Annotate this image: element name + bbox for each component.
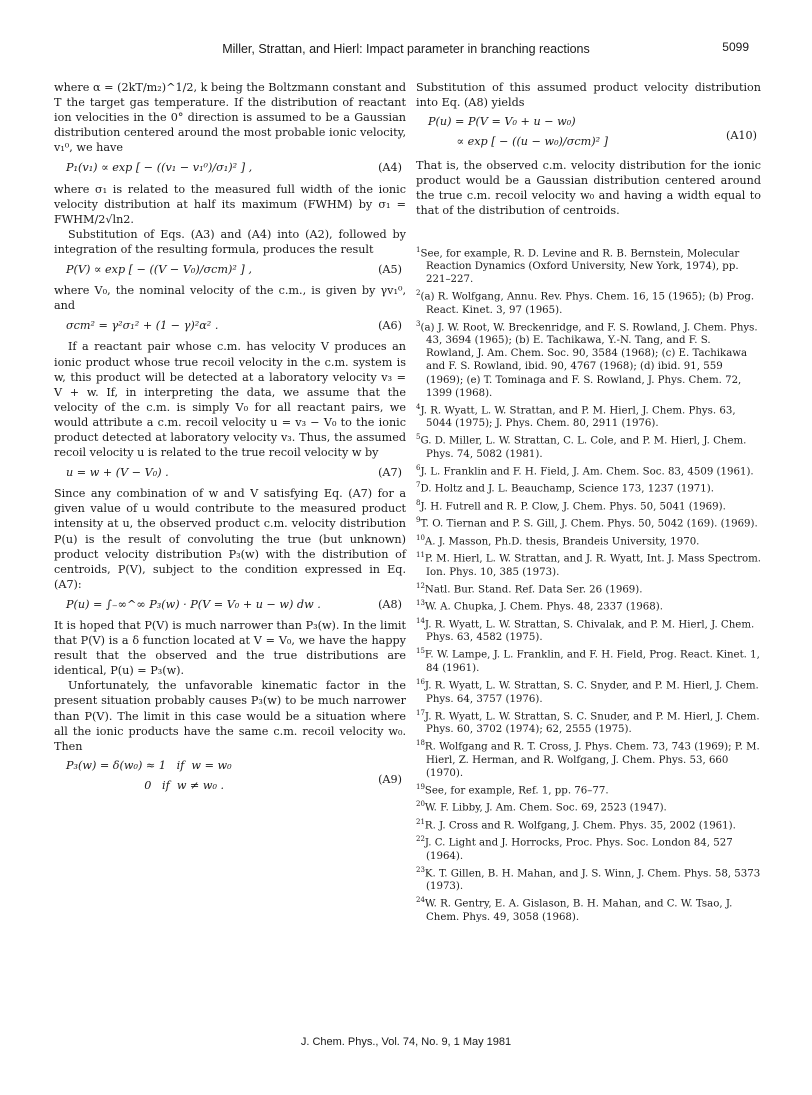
reference-text: R. Wolfgang and R. T. Cross, J. Phys. Chem. 73, 743 (1969); P. M. Hierl, Z. Herman, and R. Wolfgang, J. Chem. Phys. 53, 660 (1970). <box>424 741 760 779</box>
paragraph: where V₀, the nominal velocity of the c.m., is given by γv₁⁰, and <box>54 284 406 313</box>
references-list <box>416 244 761 925</box>
reference-item <box>416 781 761 797</box>
journal-footer: J. Chem. Phys., Vol. 74, No. 9, 1 May 1981 <box>300 1036 512 1048</box>
paragraph: where σ₁ is related to the measured full width of the ionic velocity distribution at half its maximum (FWHM) by σ₁ = FWHM/2√ln2. <box>54 182 406 226</box>
reference-item <box>416 401 761 431</box>
equation-body: σcm² = γ²σ₁² + (1 − γ)²α² . <box>66 319 219 333</box>
reference-number: 3 <box>416 319 421 328</box>
equation <box>54 597 406 612</box>
page-number: 5099 <box>722 40 749 54</box>
reference-number: 6 <box>416 463 421 472</box>
reference-number: 19 <box>416 782 425 791</box>
reference-item <box>416 497 761 513</box>
reference-item <box>416 318 761 400</box>
paragraph: Substitution of Eqs. (A3) and (A4) into (A2), followed by integration of the resulting formula, produces the result <box>54 227 406 256</box>
reference-text: See, for example, R. D. Levine and R. B. Bernstein, Molecular Reaction Dynamics (Oxford University, New York, 1974), pp. 221–227. <box>420 247 740 286</box>
equation-line: ∝ exp [ − ((u − w₀)/σcm)² ] <box>428 135 608 149</box>
reference-text: See, for example, Ref. 1, pp. 76–77. <box>424 785 609 797</box>
equation-number: (A4) <box>378 161 402 175</box>
header-title: Miller, Strattan, and Hierl: Impact parameter in branching reactions <box>222 42 590 56</box>
left-column <box>54 80 406 802</box>
right-column <box>416 80 761 925</box>
reference-number: 7 <box>416 481 421 490</box>
equation-line: P₃(w) = δ(w₀) ≈ 1 if w = w₀ <box>66 758 232 772</box>
reference-item <box>416 514 761 530</box>
reference-text: J. L. Franklin and F. H. Field, J. Am. Chem. Soc. 83, 4509 (1961). <box>420 466 754 478</box>
paragraph: where α = (2kT/m₂)^1/2, k being the Boltzmann constant and T the target gas temperature. If the distribution of reactant ion velocities in the 0° direction is assumed to be a Gaussian distribution centered around the most probable ionic velocity, v₁⁰, we have <box>54 81 406 155</box>
reference-item <box>416 549 761 579</box>
reference-item <box>416 287 761 317</box>
reference-number: 2 <box>416 289 421 298</box>
reference-text: G. D. Miller, L. W. Strattan, C. L. Cole, and P. M. Hierl, J. Chem. Phys. 74, 5082 (1981). <box>420 435 747 460</box>
reference-text: Natl. Bur. Stand. Ref. Data Ser. 26 (1969). <box>424 584 643 596</box>
equation <box>416 114 761 154</box>
equation-number: (A5) <box>378 263 402 277</box>
reference-text: J. R. Wyatt, L. W. Strattan, S. C. Snyder, and P. M. Hierl, J. Chem. Phys. 64, 3757 (1976). <box>424 680 759 705</box>
reference-item <box>416 431 761 461</box>
reference-number: 18 <box>416 739 425 748</box>
equation-number: (A10) <box>725 129 757 143</box>
reference-text: J. R. Wyatt, L. W. Strattan, S. C. Snuder, and P. M. Hierl, J. Chem. Phys. 60, 3702 (1974); 62, 2555 (1975). <box>424 711 760 736</box>
reference-item <box>416 707 761 737</box>
reference-number: 12 <box>416 581 425 590</box>
reference-number: 4 <box>416 402 421 411</box>
reference-number: 20 <box>416 800 425 809</box>
reference-text: P. M. Hierl, L. W. Strattan, and J. R. Wyatt, Int. J. Mass Spectrom. Ion. Phys. 10, 385 (1973). <box>424 553 761 578</box>
reference-text: J. R. Wyatt, L. W. Strattan, and P. M. Hierl, J. Chem. Phys. 63, 5044 (1975); J. Phys. Chem. 80, 2911 (1976). <box>420 405 736 430</box>
reference-number: 1 <box>416 245 421 254</box>
reference-number: 8 <box>416 498 421 507</box>
reference-item <box>416 645 761 675</box>
paragraph: Substitution of this assumed product velocity distribution into Eq. (A8) yields <box>416 81 761 110</box>
reference-item <box>416 479 761 495</box>
reference-number: 9 <box>416 516 421 525</box>
equation <box>54 160 406 175</box>
reference-item <box>416 615 761 645</box>
reference-item <box>416 597 761 613</box>
reference-item <box>416 798 761 814</box>
equation-body: P(V) ∝ exp [ − ((V − V₀)/σcm)² ] , <box>66 263 252 277</box>
reference-number: 21 <box>416 817 425 826</box>
equation-number: (A6) <box>378 319 402 333</box>
equation-number: (A9) <box>378 772 402 786</box>
running-header <box>0 40 812 60</box>
reference-item <box>416 580 761 596</box>
equation <box>54 465 406 480</box>
paragraph: Unfortunately, the unfavorable kinematic factor in the present situation probably causes P₃(w) to be much narrower than P(V). The limit in this case would be a situation where all the ionic products have the same c.m. recoil velocity w₀. Then <box>54 679 406 753</box>
reference-number: 23 <box>416 865 425 874</box>
equation-body: P(u) = ∫₋∞^∞ P₃(w) · P(V = V₀ + u − w) dw . <box>66 597 321 611</box>
reference-item <box>416 864 761 894</box>
reference-item <box>416 737 761 780</box>
reference-number: 22 <box>416 835 425 844</box>
reference-item <box>416 532 761 548</box>
paragraph: That is, the observed c.m. velocity distribution for the ionic product would be a Gaussian distribution centered around the true c.m. recoil velocity w₀ and having a width equal to that of the distribution of centroids. <box>416 159 761 218</box>
reference-text: D. Holtz and J. L. Beauchamp, Science 173, 1237 (1971). <box>420 483 714 495</box>
equation-line: P(u) = P(V = V₀ + u − w₀) <box>428 115 576 129</box>
reference-item <box>416 244 761 287</box>
reference-number: 13 <box>416 599 425 608</box>
reference-item <box>416 676 761 706</box>
reference-text: A. J. Masson, Ph.D. thesis, Brandeis University, 1970. <box>424 536 700 548</box>
reference-number: 14 <box>416 616 425 625</box>
equation-body: u = w + (V − V₀) . <box>66 466 169 480</box>
reference-number: 17 <box>416 708 425 717</box>
reference-number: 24 <box>416 896 425 905</box>
equation <box>54 318 406 333</box>
reference-item <box>416 816 761 832</box>
paragraph: It is hoped that P(V) is much narrower than P₃(w). In the limit that P(V) is a δ function located at V = V₀, we have the happy result that the observed and the true distributions are identical, P(u) = P₃(w). <box>54 619 406 678</box>
reference-text: K. T. Gillen, B. H. Mahan, and J. S. Winn, J. Chem. Phys. 58, 5373 (1973). <box>424 868 761 893</box>
reference-text: R. J. Cross and R. Wolfgang, J. Chem. Phys. 35, 2002 (1961). <box>424 820 736 832</box>
reference-text: (a) J. W. Root, W. Breckenridge, and F. S. Rowland, J. Chem. Phys. 43, 3694 (1965); (b) E. Tachikawa, Y.-N. Tang, and F. S. Rowland, J. Am. Chem. Soc. 90, 3584 (1968); (c) E. Tachikawa and F. S. Rowland, ibid. 90, 4767 (1968); (d) ibid. 91, 559 (1969); (e) T. Tominaga and F. S. Rowland, J. Phys. Chem. 72, 1399 (1968). <box>420 322 758 399</box>
paragraph: Since any combination of w and V satisfying Eq. (A7) for a given value of u would contribute to the measured product intensity at u, the observed product c.m. velocity distribution P(u) is the result of convoluting the true (but unknown) product velocity distribution P₃(w) with the distribution of centroids, P(V), subject to the condition expressed in Eq. (A7): <box>54 487 406 591</box>
reference-item <box>416 833 761 863</box>
equation <box>54 758 406 798</box>
equation-body: P₁(v₁) ∝ exp [ − ((v₁ − v₁⁰)/σ₁)² ] , <box>66 161 253 175</box>
equation-number: (A7) <box>378 466 402 480</box>
reference-text: J. R. Wyatt, L. W. Strattan, S. Chivalak, and P. M. Hierl, J. Chem. Phys. 63, 4582 (1975). <box>424 619 755 644</box>
equation-number: (A8) <box>378 597 402 611</box>
right-column-body <box>416 80 761 219</box>
equation-line: 0 if w ≠ w₀ . <box>66 778 225 792</box>
reference-text: W. R. Gentry, E. A. Gislason, B. H. Mahan, and C. W. Tsao, J. Chem. Phys. 49, 3058 (1968). <box>424 898 733 923</box>
reference-text: J. C. Light and J. Horrocks, Proc. Phys. Soc. London 84, 527 (1964). <box>424 837 733 862</box>
reference-number: 15 <box>416 647 425 656</box>
reference-number: 16 <box>416 678 425 687</box>
reference-text: F. W. Lampe, J. L. Franklin, and F. H. Field, Prog. React. Kinet. 1, 84 (1961). <box>424 649 760 674</box>
reference-text: W. A. Chupka, J. Chem. Phys. 48, 2337 (1968). <box>424 601 663 613</box>
reference-text: T. O. Tiernan and P. S. Gill, J. Chem. Phys. 50, 5042 (169). (1969). <box>420 518 758 530</box>
reference-number: 10 <box>416 533 425 542</box>
reference-item <box>416 894 761 924</box>
reference-text: (a) R. Wolfgang, Annu. Rev. Phys. Chem. 16, 15 (1965); (b) Prog. React. Kinet. 3, 97 (1965). <box>420 291 755 316</box>
reference-item <box>416 462 761 478</box>
reference-number: 5 <box>416 433 421 442</box>
equation <box>54 262 406 277</box>
reference-text: J. H. Futrell and R. P. Clow, J. Chem. Phys. 50, 5041 (1969). <box>420 501 726 513</box>
reference-number: 11 <box>416 551 425 560</box>
paragraph: If a reactant pair whose c.m. has velocity V produces an ionic product whose true recoil velocity in the c.m. system is w, this product will be detected at a laboratory velocity v₃ = V + w. If, in interpreting the data, we assume that the velocity of the c.m. is simply V₀ for all reactant pairs, we would attribute a c.m. recoil velocity u = v₃ − V₀ to the ionic product detected at laboratory velocity v₃. Thus, the assumed recoil velocity u is related to the true recoil velocity w by <box>54 340 406 460</box>
reference-text: W. F. Libby, J. Am. Chem. Soc. 69, 2523 (1947). <box>424 802 667 814</box>
